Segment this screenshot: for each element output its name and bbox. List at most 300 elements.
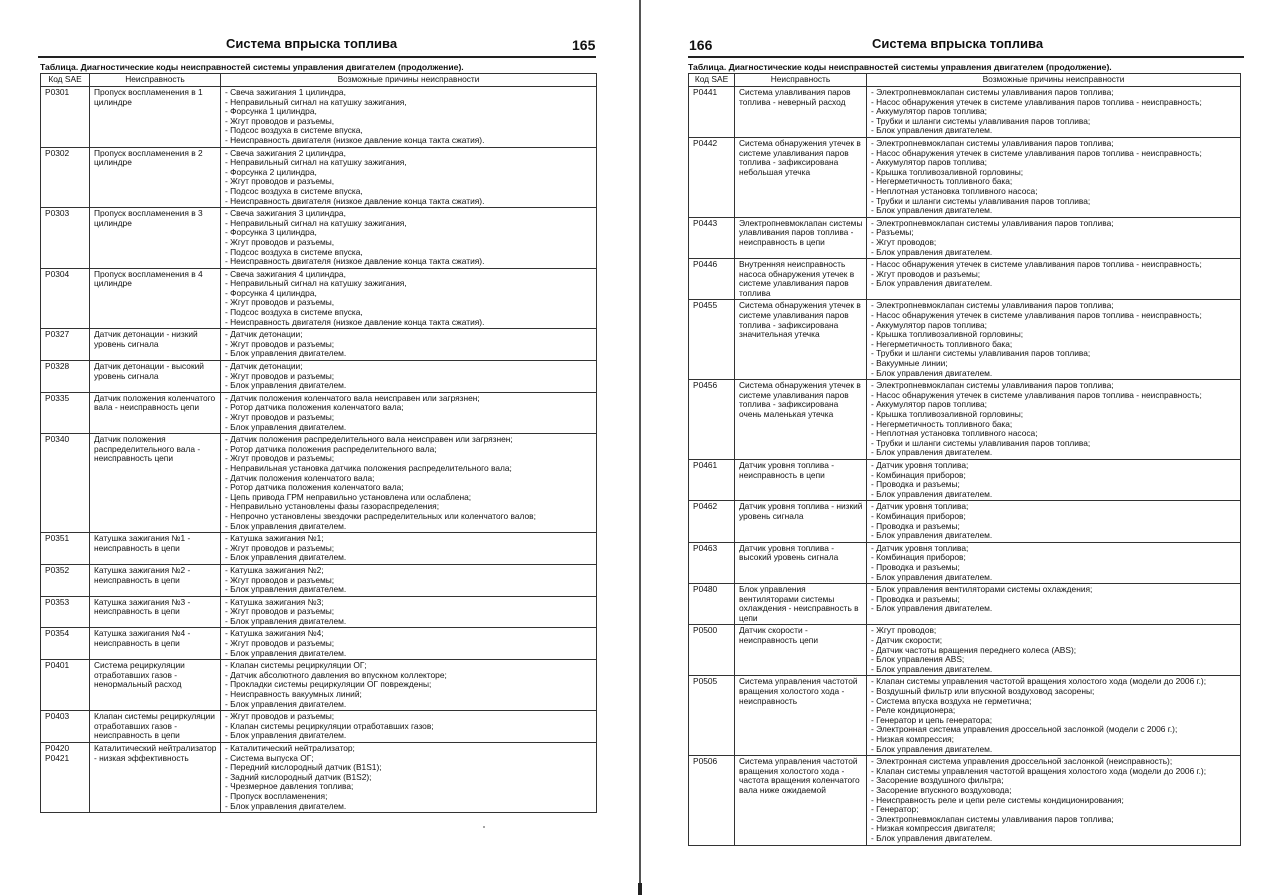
dtc-code: P0506 [693, 756, 718, 767]
table-row [689, 625, 1241, 676]
possible-causes [867, 380, 1241, 460]
cause-item: - Электропневмоклапан системы улавливания паров топлива; [871, 138, 1114, 148]
fault-description: Датчик скорости - неисправность цепи [735, 625, 867, 676]
dtc-code-cell [689, 542, 735, 583]
cause-item: - Блок управления двигателем. [871, 744, 993, 754]
cause-item: - Неправильно установлены фазы газораспределения; [225, 502, 440, 512]
cause-item: - Аккумулятор паров топлива; [871, 320, 988, 330]
cause-item: - Воздушный фильтр или впускной воздуховод засорены; [871, 687, 1095, 697]
cause-item: - Катушка зажигания №3; [225, 597, 324, 607]
fault-description: Датчик уровня топлива - неисправность в цепи [735, 459, 867, 500]
cause-item: - Блок управления двигателем. [871, 572, 993, 582]
cause-item: - Насос обнаружения утечек в системе улавливания паров топлива - неисправность; [871, 390, 1202, 400]
cause-item: - Засорение впускного воздуховода; [871, 785, 1012, 795]
cause-item: - Крышка топливозаливной горловины; [871, 410, 1024, 419]
cause-item: - Блок управления двигателем. [225, 381, 347, 391]
cause-item: - Свеча зажигания 1 цилиндра, [225, 88, 346, 97]
dtc-code: P0303 [45, 208, 70, 219]
possible-causes [221, 660, 597, 711]
fault-description: Датчик положения коленчатого вала - неисправность цепи [90, 392, 221, 433]
scan-speck [483, 826, 485, 828]
dtc-code-cell [689, 459, 735, 500]
cause-item: - Форсунка 1 цилиндра, [225, 107, 317, 117]
cause-item: - Свеча зажигания 3 цилиндра, [225, 209, 346, 219]
fault-description: Система обнаружения утечек в системе улавливания паров топлива - зафиксирована значительная утечка [735, 300, 867, 380]
fault-description: Система управления частотой вращения холостого хода - частота вращения коленчатого вала ниже ожидаемой [735, 756, 867, 845]
fault-description: Система улавливания паров топлива - неверный расход [735, 87, 867, 138]
cause-item: - Генератор; [871, 805, 919, 815]
cause-item: - Свеча зажигания 2 цилиндра, [225, 148, 346, 158]
cause-item: - Система выпуска ОГ; [225, 753, 314, 763]
cause-item: - Блок управления двигателем. [225, 731, 347, 741]
fault-description: Внутренняя неисправность насоса обнаружения утечек в системе улавливания паров топлива [735, 259, 867, 300]
possible-causes [221, 329, 597, 361]
cause-item: - Жгут проводов и разъемы; [225, 575, 335, 585]
possible-causes [867, 542, 1241, 583]
dtc-code-cell [41, 434, 90, 533]
cause-item: - Неисправность двигателя (низкое давление конца такта сжатия). [225, 196, 485, 206]
cause-item: - Жгут проводов и разъемы, [225, 177, 335, 187]
cause-item: - Датчик частоты вращения переднего колеса (ABS); [871, 645, 1077, 655]
dtc-code: P0401 [45, 660, 70, 671]
page-number: 165 [572, 37, 596, 53]
cause-item: - Жгут проводов и разъемы; [225, 454, 335, 464]
cause-item: - Клапан системы рециркуляции ОГ; [225, 661, 367, 671]
cause-item: - Ротор датчика положения коленчатого вала; [225, 403, 404, 413]
fault-description: Система обнаружения утечек в системе улавливания паров топлива - зафиксирована небольшая утечка [735, 137, 867, 217]
cause-item: - Аккумулятор паров топлива; [871, 158, 988, 168]
cause-item: - Электропневмоклапан системы улавливания паров топлива; [871, 814, 1114, 824]
cause-item: - Датчик абсолютного давления во впускном коллекторе; [225, 670, 447, 680]
dtc-code-cell [41, 660, 90, 711]
possible-causes [867, 87, 1241, 138]
fault-description: Катушка зажигания №4 - неисправность в цепи [90, 628, 221, 660]
cause-item: - Трубки и шланги системы улавливания паров топлива; [871, 196, 1091, 206]
cause-item: - Блок управления двигателем. [225, 521, 347, 531]
cause-item: - Жгут проводов и разъемы; [871, 269, 981, 279]
cause-item: - Датчик детонации; [225, 362, 303, 372]
cause-item: - Блок управления двигателем. [871, 664, 993, 674]
dtc-code-cell [689, 259, 735, 300]
cause-item: - Неисправность вакуумных линий; [225, 690, 362, 700]
cause-item: - Датчик детонации; [225, 330, 303, 340]
possible-causes [221, 361, 597, 393]
possible-causes [867, 217, 1241, 258]
fault-description: Катушка зажигания №1 - неисправность в цепи [90, 533, 221, 565]
cause-item: - Чрезмерное давления топлива; [225, 782, 354, 792]
table-row [689, 756, 1241, 845]
cause-item: - Передний кислородный датчик (B1S1); [225, 763, 382, 773]
cause-item: - Электронная система управления дроссельной заслонкой (модели с 2006 г.); [871, 725, 1178, 735]
cause-item: - Блок управления двигателем. [225, 585, 347, 595]
cause-item: - Непрочно установлены звездочки распределительных или коленчатого валов; [225, 511, 536, 521]
cause-item: - Подсос воздуха в системе впуска, [225, 308, 363, 318]
cause-item: - Неправильный сигнал на катушку зажигания, [225, 158, 407, 168]
table-row [689, 259, 1241, 300]
possible-causes [867, 756, 1241, 845]
dtc-code: P0442 [693, 137, 718, 148]
dtc-code-cell [689, 676, 735, 756]
cause-item: - Форсунка 2 цилиндра, [225, 167, 317, 177]
dtc-code-cell [41, 392, 90, 433]
cause-item: - Засорение воздушного фильтра; [871, 776, 1004, 786]
fault-description: Датчик детонации - высокий уровень сигнала [90, 361, 221, 393]
cause-item: - Низкая компрессия; [871, 735, 954, 744]
diagnostic-codes-table [688, 73, 1241, 846]
possible-causes [221, 147, 597, 208]
table-row [41, 87, 597, 148]
fault-description: Датчик уровня топлива - высокий уровень сигнала [735, 542, 867, 583]
possible-causes [221, 208, 597, 269]
table-row [689, 676, 1241, 756]
cause-item: - Блок управления двигателем. [871, 247, 993, 257]
dtc-code-cell [689, 87, 735, 138]
possible-causes [867, 459, 1241, 500]
column-header-causes: Возможные причины неисправности [867, 74, 1241, 87]
page-left [0, 0, 640, 895]
cause-item: - Жгут проводов и разъемы; [225, 413, 335, 422]
dtc-code-cell [41, 208, 90, 269]
cause-item: - Жгут проводов и разъемы, [225, 116, 335, 126]
table-row [41, 533, 597, 565]
cause-item: - Блок управления двигателем. [871, 489, 993, 499]
cause-item: - Блок управления двигателем. [225, 801, 347, 811]
possible-causes [867, 501, 1241, 542]
cause-item: - Форсунка 3 цилиндра, [225, 228, 317, 238]
table-header-row [41, 74, 597, 87]
table-row [689, 542, 1241, 583]
cause-item: - Электропневмоклапан системы улавливания паров топлива; [871, 381, 1114, 391]
column-header-fault: Неисправность [735, 74, 867, 87]
fault-description: Система рециркуляции отработавших газов - ненормальный расход [90, 660, 221, 711]
page-title: Система впрыска топлива [872, 36, 1044, 51]
possible-causes [867, 676, 1241, 756]
possible-causes [867, 137, 1241, 217]
cause-item: - Трубки и шланги системы улавливания паров топлива; [871, 116, 1091, 126]
page-title: Система впрыска топлива [226, 36, 398, 51]
table-row [689, 87, 1241, 138]
possible-causes [867, 625, 1241, 676]
table-row [41, 361, 597, 393]
possible-causes [221, 268, 597, 329]
dtc-code: P0441 [693, 87, 718, 97]
cause-item: - Датчик уровня топлива; [871, 543, 969, 553]
cause-item: - Датчик положения коленчатого вала неисправен или загрязнен; [225, 393, 480, 403]
table-caption: Таблица. Диагностические коды неисправностей системы управления двигателем (продолжение). [688, 62, 1112, 72]
column-header-code: Код SAE [689, 74, 735, 87]
table-row [41, 147, 597, 208]
table-row [41, 392, 597, 433]
table-row [41, 596, 597, 628]
table-row [41, 743, 597, 813]
cause-item: - Ротор датчика положения распределительного вала; [225, 444, 437, 454]
cause-item: - Неисправность реле и цепи реле системы кондиционирования; [871, 795, 1124, 805]
fault-description: Датчик уровня топлива - низкий уровень сигнала [735, 501, 867, 542]
possible-causes [867, 259, 1241, 300]
cause-item: - Подсос воздуха в системе впуска, [225, 247, 363, 257]
cause-item: - Блок управления двигателем. [871, 604, 993, 614]
table-row [689, 584, 1241, 625]
cause-item: - Жгут проводов и разъемы; [225, 371, 335, 381]
table-row [41, 711, 597, 743]
dtc-code: P0302 [45, 147, 70, 158]
dtc-code: P0352 [45, 564, 70, 575]
dtc-code: P0301 [45, 87, 70, 97]
cause-item: - Форсунка 4 цилиндра, [225, 288, 317, 298]
fault-description: Электропневмоклапан системы улавливания паров топлива - неисправность в цепи [735, 217, 867, 258]
cause-item: - Блок управления двигателем. [871, 126, 993, 136]
cause-item: - Блок управления вентиляторами системы охлаждения; [871, 585, 1093, 595]
dtc-code-cell [689, 501, 735, 542]
dtc-code-cell [41, 361, 90, 393]
cause-item: - Трубки и шланги системы улавливания паров топлива; [871, 438, 1091, 448]
cause-item: - Разъемы; [871, 228, 914, 238]
cause-item: - Электронная система управления дроссельной заслонкой (неисправность); [871, 757, 1173, 767]
dtc-code-cell [689, 625, 735, 676]
cause-item: - Неисправность двигателя (низкое давление конца такта сжатия). [225, 317, 485, 327]
cause-item: - Неисправность двигателя (низкое давление конца такта сжатия). [225, 257, 485, 267]
cause-item: - Негерметичность топливного бака; [871, 339, 1013, 349]
cause-item: - Блок управления двигателем. [225, 422, 347, 432]
book-spine [639, 0, 641, 895]
table-row [41, 660, 597, 711]
cause-item: - Проводка и разъемы; [871, 480, 960, 490]
cause-item: - Комбинация приборов; [871, 470, 966, 480]
fault-description: Пропуск воспламенения в 3 цилиндре [90, 208, 221, 269]
fault-description: Клапан системы рециркуляции отработавших газов - неисправность в цепи [90, 711, 221, 743]
possible-causes [221, 564, 597, 596]
cause-item: - Негерметичность топливного бака; [871, 419, 1013, 429]
dtc-code: P0328 [45, 361, 70, 372]
cause-item: - Неправильный сигнал на катушку зажигания, [225, 218, 407, 228]
cause-item: - Неисправность двигателя (низкое давление конца такта сжатия). [225, 135, 485, 145]
cause-item: - Ротор датчика положения коленчатого вала; [225, 483, 404, 493]
cause-item: - Неплотная установка топливного насоса; [871, 186, 1038, 196]
table-row [41, 564, 597, 596]
fault-description: Система обнаружения утечек в системе улавливания паров топлива - зафиксирована очень маленькая утечка [735, 380, 867, 460]
dtc-code-cell [41, 628, 90, 660]
dtc-code-cell [41, 533, 90, 565]
dtc-code: P0480 [693, 584, 718, 595]
cause-item: - Жгут проводов и разъемы; [225, 607, 335, 617]
cause-item: - Блок управления двигателем. [225, 616, 347, 626]
cause-item: - Блок управления двигателем. [871, 833, 993, 843]
dtc-code: P0335 [45, 392, 70, 403]
cause-item: - Пропуск воспламенения; [225, 791, 328, 801]
cause-item: - Подсос воздуха в системе впуска, [225, 126, 363, 136]
cause-item: - Низкая компрессия двигателя; [871, 824, 996, 834]
cause-item: - Неправильная установка датчика положения распределительного вала; [225, 463, 512, 473]
table-row [689, 501, 1241, 542]
cause-item: - Катушка зажигания №1; [225, 534, 324, 544]
table-row [41, 208, 597, 269]
cause-item: - Клапан системы управления частотой вращения холостого хода (модели до 2006 г.); [871, 766, 1207, 776]
table-row [689, 217, 1241, 258]
dtc-code: P0443 [693, 217, 718, 228]
cause-item: - Неплотная установка топливного насоса; [871, 429, 1038, 439]
cause-item: - Электропневмоклапан системы улавливания паров топлива; [871, 88, 1114, 97]
cause-item: - Проводка и разъемы; [871, 562, 960, 572]
table-row [41, 628, 597, 660]
cause-item: - Датчик уровня топлива; [871, 460, 969, 470]
cause-item: - Реле кондиционера; [871, 706, 956, 716]
cause-item: - Катушка зажигания №2; [225, 565, 324, 575]
cause-item: - Система впуска воздуха не герметична; [871, 696, 1032, 706]
fault-description: Пропуск воспламенения в 2 цилиндре [90, 147, 221, 208]
cause-item: - Блок управления двигателем. [871, 531, 993, 541]
dtc-code: P0304 [45, 268, 70, 279]
dtc-code-cell [689, 380, 735, 460]
cause-item: - Блок управления двигателем. [871, 368, 993, 378]
table-row [689, 300, 1241, 380]
header-rule [688, 56, 1244, 58]
dtc-code: P0505 [693, 676, 718, 687]
dtc-code: P0500 [693, 625, 718, 636]
cause-item: - Жгут проводов и разъемы; [225, 339, 335, 349]
fault-description: Пропуск воспламенения в 4 цилиндре [90, 268, 221, 329]
table-row [41, 434, 597, 533]
cause-item: - Датчик скорости; [871, 636, 943, 646]
possible-causes [221, 743, 597, 813]
cause-item: - Комбинация приборов; [871, 553, 966, 563]
cause-item: - Блок управления двигателем. [871, 448, 993, 458]
possible-causes [867, 584, 1241, 625]
dtc-code: P0353 [45, 596, 70, 607]
cause-item: - Жгут проводов и разъемы, [225, 237, 335, 247]
cause-item: - Трубки и шланги системы улавливания паров топлива; [871, 349, 1091, 359]
cause-item: - Аккумулятор паров топлива; [871, 107, 988, 117]
cause-item: - Клапан системы рециркуляции отработавших газов; [225, 721, 434, 731]
cause-item: - Клапан системы управления частотой вращения холостого хода (модели до 2006 г.); [871, 677, 1207, 687]
cause-item: - Прокладки системы рециркуляции ОГ повреждены; [225, 680, 432, 690]
table-row [689, 459, 1241, 500]
table-row [41, 268, 597, 329]
cause-item: - Датчик положения коленчатого вала; [225, 473, 375, 483]
possible-causes [221, 711, 597, 743]
possible-causes [221, 628, 597, 660]
possible-causes [221, 87, 597, 148]
fault-description: Катушка зажигания №3 - неисправность в цепи [90, 596, 221, 628]
cause-item: - Цепь привода ГРМ неправильно установлена или ослаблена; [225, 492, 472, 502]
dtc-code: P0354 [45, 628, 70, 639]
page-right [642, 0, 1282, 895]
fault-description: Система управления частотой вращения холостого хода - неисправность [735, 676, 867, 756]
cause-item: - Проводка и разъемы; [871, 521, 960, 531]
cause-item: - Блок управления ABS; [871, 655, 965, 665]
fault-description: Пропуск воспламенения в 1 цилиндре [90, 87, 221, 148]
table-caption: Таблица. Диагностические коды неисправностей системы управления двигателем (продолжение). [40, 62, 464, 72]
cause-item: - Блок управления двигателем. [225, 553, 347, 563]
page-number: 166 [689, 37, 713, 53]
fault-description: Каталитический нейтрализатор - низкая эффективность [90, 743, 221, 813]
cause-item: - Негерметичность топливного бака; [871, 177, 1013, 187]
cause-item: - Крышка топливозаливной горловины; [871, 330, 1024, 340]
cause-item: - Жгут проводов и разъемы; [225, 543, 335, 553]
possible-causes [221, 392, 597, 433]
cause-item: - Генератор и цепь генератора; [871, 715, 993, 725]
dtc-code: P0340 [45, 434, 70, 445]
possible-causes [221, 434, 597, 533]
cause-item: - Насос обнаружения утечек в системе улавливания паров топлива - неисправность; [871, 148, 1202, 158]
header-rule [38, 56, 596, 58]
dtc-code: P0421 [45, 752, 70, 763]
fault-description: Блок управления вентиляторами системы охлаждения - неисправность в цепи [735, 584, 867, 625]
dtc-code: P0456 [693, 380, 718, 391]
possible-causes [221, 596, 597, 628]
cause-item: - Жгут проводов и разъемы; [225, 712, 335, 722]
cause-item: - Электропневмоклапан системы улавливания паров топлива; [871, 218, 1114, 228]
dtc-code: P0446 [693, 259, 718, 270]
table-header-row [689, 74, 1241, 87]
dtc-code: P0461 [693, 459, 718, 470]
column-header-causes: Возможные причины неисправности [221, 74, 597, 87]
cause-item: - Аккумулятор паров топлива; [871, 400, 988, 410]
dtc-code-cell [41, 564, 90, 596]
cause-item: - Свеча зажигания 4 цилиндра, [225, 269, 346, 279]
dtc-code-cell [689, 217, 735, 258]
cause-item: - Катушка зажигания №4; [225, 629, 324, 639]
cause-item: - Насос обнаружения утечек в системе улавливания паров топлива - неисправность; [871, 97, 1202, 107]
cause-item: - Блок управления двигателем. [225, 648, 347, 658]
cause-item: - Подсос воздуха в системе впуска, [225, 186, 363, 196]
dtc-code-cell [41, 711, 90, 743]
cause-item: - Проводка и разъемы; [871, 594, 960, 604]
fault-description: Датчик положения распределительного вала - неисправность цепи [90, 434, 221, 533]
column-header-fault: Неисправность [90, 74, 221, 87]
cause-item: - Насос обнаружения утечек в системе улавливания паров топлива - неисправность; [871, 311, 1202, 321]
cause-item: - Неправильный сигнал на катушку зажигания, [225, 279, 407, 289]
cause-item: - Блок управления двигателем. [871, 206, 993, 216]
table-row [41, 329, 597, 361]
dtc-code: P0351 [45, 533, 70, 544]
cause-item: - Датчик уровня топлива; [871, 502, 969, 512]
cause-item: - Крышка топливозаливной горловины; [871, 167, 1024, 177]
dtc-code: P0327 [45, 329, 70, 340]
dtc-code-cell [41, 596, 90, 628]
diagnostic-codes-table [40, 73, 597, 813]
fault-description: Датчик детонации - низкий уровень сигнала [90, 329, 221, 361]
cause-item: - Задний кислородный датчик (B1S2); [225, 772, 372, 782]
dtc-code-cell [41, 329, 90, 361]
cause-item: - Блок управления двигателем. [225, 349, 347, 359]
column-header-code: Код SAE [41, 74, 90, 87]
cause-item: - Электропневмоклапан системы улавливания паров топлива; [871, 301, 1114, 311]
dtc-code: P0420 [45, 743, 70, 753]
cause-item: - Жгут проводов и разъемы; [225, 639, 335, 649]
cause-item: - Неправильный сигнал на катушку зажигания, [225, 97, 407, 107]
dtc-code: P0403 [45, 711, 70, 722]
fault-description: Катушка зажигания №2 - неисправность в цепи [90, 564, 221, 596]
possible-causes [867, 300, 1241, 380]
dtc-code: P0462 [693, 501, 718, 512]
dtc-code: P0455 [693, 300, 718, 311]
cause-item: - Блок управления двигателем. [225, 699, 347, 709]
dtc-code-cell [689, 300, 735, 380]
dtc-code-cell [41, 147, 90, 208]
cause-item: - Жгут проводов и разъемы, [225, 298, 335, 308]
table-row [689, 380, 1241, 460]
dtc-code-cell [41, 743, 90, 813]
cause-item: - Комбинация приборов; [871, 511, 966, 521]
dtc-code-cell [689, 584, 735, 625]
dtc-code-cell [689, 137, 735, 217]
table-row [689, 137, 1241, 217]
dtc-code: P0463 [693, 542, 718, 553]
cause-item: - Каталитический нейтрализатор; [225, 744, 355, 753]
dtc-code-cell [689, 756, 735, 845]
cause-item: - Вакуумные линии; [871, 359, 948, 369]
cause-item: - Блок управления двигателем. [871, 279, 993, 289]
